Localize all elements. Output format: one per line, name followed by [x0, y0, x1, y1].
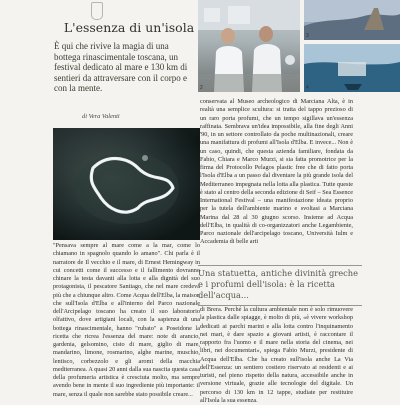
photo-number: 3 [306, 33, 309, 39]
pull-quote: Una statuetta, antiche divinità greche e i profumi dell'isola: è la ricetta dell'acqua... [198, 265, 362, 306]
photo-sea [304, 44, 400, 92]
right-bottom-column-text: di Brera. Perché la cultura ambientale non è solo rimuovere la plastica dalle spiagge, è molto di più, «è vivere workshop dedicati ai parchi marini e alla lotta contro l'inquinamento nei mari, è dare spazio a giovani artisti, è raccontare il rapporto fra l'uomo e il mare nella storia del cinema, nei libri, nei documentari», spiega Fabio Murzi, presidente di Acqua dell'Elba. Che ha creato sull'isola anche La Via dell'Essenza: un sentiero costiero riservato ai residenti e ai turisti, nel pieno rispetto della natura, accessibile anche in versione virtuale, grazie alle tecnologie del digitale. Un percorso di 130 km in 12 tappe, studiate per restituire all'Isola la sua essenza. [200, 306, 353, 404]
photo-glare [53, 128, 200, 240]
photo-number: 4 [306, 85, 309, 91]
photo-sea-graphic [304, 44, 400, 92]
photo-coast [304, 0, 400, 40]
photo-lab-workers [198, 0, 300, 92]
byline: di Vera Valenti [82, 113, 120, 120]
article-title: L'essenza di un'isola [63, 20, 195, 35]
photo-number: 2 [200, 85, 203, 91]
magazine-logo-icon [91, 2, 103, 20]
photo-lab-workers-graphic [198, 0, 300, 92]
photo-perfume-bottle [53, 128, 200, 240]
photo-coast-graphic [304, 0, 400, 40]
left-column-text: "Pensava sempre al mare come a la mar, come lo chiamano in spagnolo quando lo amano". Chi parla è il narratore de Il vecchio e il mare, di Ernest Hemingway in cui concetti come il successo e il fallimento dovranno chinare la testa davanti alla lotta e alla dignità del suo protagonista, il pescatore Santiago, che nel mare credeva più che a chiunque altro. Come Acqua dell'Elba, la maison che sull'Isola d'Elba e all'interno del Parco nazionale dell'Arcipelago toscano ha creato il suo laboratorio olfattivo, dove artigiani locali, con la sapienza di una bottega rinascimentale, hanno "rubato" a Poseidone la ricetta che ricrea l'essenza del mare: note di arancio, gardenia, gelsomino, cisto di mare, giglio di mare, mandarino, limone, rosmarino, alghe marine, muschio, lentisco, corbezzolo e gli aromi della macchia mediterranea. A quasi 20 anni dalla sua nascita questa casa della profumeria artistica è cresciuta molto, ma sempre avendo bene in mente il suo ingrediente più importante: il mare, senza il quale non sarebbe stato possibile creare... [53, 242, 200, 398]
article-lead: È qui che rivive la magia di una bottega rinascimentale toscana, un festival dedicato al mare e 130 km di sentieri da attraversare con il corpo e con la mente. [54, 41, 188, 94]
right-column-text: conservata al Museo archeologico di Marciana Alta, è in realtà una semplice scultura: si tratta del tappo prezioso di un raro porta profumi, che un tempo sigillava un'essenza raffinata. Sembrava un'idea impossibile, alla fine degli Anni '90, in un settore controllato da poche multinazionali, creare una manifattura di profumi all'Isola d'Elba. E invece... Non è un caso, quindi, che questa azienda familiare, fondata da Fabio, Chiara e Marco Murzi, si sia fatta promotrice per la firma del Protocollo Pelagos plastic free che di fatto porta l'Isola d'Elba a un passo dal diventare la più grande isola del Mediterraneo impegnata nella lotta alla plastica. Tutte queste è stato al centro della seconda edizione di Seif – Sea Essence International Festival – una manifestazione ideata proprio per la tutela dell'ambiente marino e svoltasi a Marciana Marina dal 28 al 30 giugno scorso. Insieme ad Acqua dell'Elba, in qualità di co-organizzatori anche Legambiente, Parco nazionale dell'arcipelago toscano, Università Iulm e Accademia di belle arti [200, 98, 353, 246]
